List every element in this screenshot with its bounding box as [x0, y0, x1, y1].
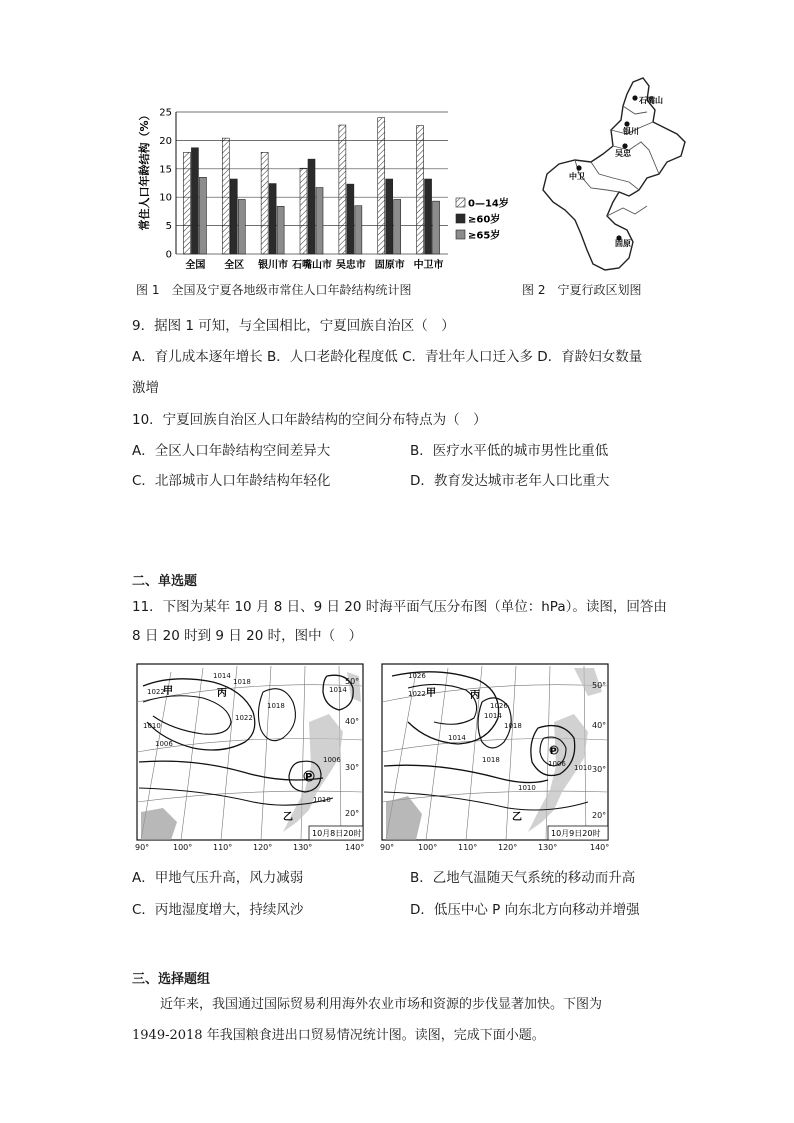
lat-label: 50°: [592, 681, 607, 690]
lat-label: 30°: [345, 763, 360, 772]
lon-label: 110°: [458, 843, 478, 852]
figure2-caption: 图 2 宁夏行政区划图: [522, 283, 642, 297]
section-3-heading: 三、选择题组: [132, 972, 211, 987]
q11-stem-line1: 11．下图为某年 10 月 8 日、9 日 20 时海平面气压分布图（单位：hPa）。读图，回答由: [132, 599, 667, 615]
isobar-label: 1014: [448, 734, 466, 742]
bar-age-60-plus: [308, 159, 315, 254]
legend-label: ≥65岁: [468, 230, 501, 242]
bar-age-65-plus: [394, 199, 401, 254]
wuzhong-dot: [622, 143, 627, 148]
q10-option-a: A．全区人口年龄结构空间差异大: [132, 443, 331, 459]
lon-label: 140°: [345, 843, 365, 852]
q10-option-c: C．北部城市人口年龄结构年轻化: [132, 473, 331, 489]
lat-label: 30°: [592, 765, 607, 774]
bar-age-60-plus: [191, 148, 198, 254]
bar-age-60-plus: [425, 179, 432, 254]
x-tick-label: 全国: [185, 260, 206, 271]
isobar-label: 1010: [518, 784, 536, 792]
map1-label-yi: 乙: [283, 812, 293, 823]
y-tick-label: 15: [159, 164, 172, 176]
isobar-label: 1022: [235, 714, 253, 722]
bar-age-0-14: [222, 138, 229, 254]
lon-label: 100°: [418, 843, 438, 852]
map2-date: 10月9日20时: [551, 829, 601, 838]
isobar-label: 1018: [233, 678, 251, 686]
lon-label: 90°: [380, 843, 395, 852]
bar-age-65-plus: [355, 206, 362, 254]
bar-age-0-14: [417, 126, 424, 254]
bar-age-65-plus: [316, 188, 323, 254]
q11-option-a: A．甲地气压升高，风力减弱: [132, 870, 304, 886]
isobar-label: 1026: [490, 702, 508, 710]
chart-ylabel: 常住人口年龄结构（%）: [138, 109, 151, 231]
lat-label: 20°: [592, 811, 607, 820]
isobar-label: 1018: [267, 702, 285, 710]
bar-age-60-plus: [386, 179, 393, 254]
legend-label: 0—14岁: [468, 198, 509, 210]
q11-stem-line2: 8 日 20 时到 9 日 20 时，图中（ ）: [132, 628, 363, 644]
chart-legend: [456, 197, 509, 242]
weather-map-oct8: [133, 662, 373, 852]
bar-age-65-plus: [277, 206, 284, 254]
isobar-label: 1006: [548, 760, 566, 768]
q10-stem: 10．宁夏回族自治区人口年龄结构的空间分布特点为（ ）: [132, 412, 487, 428]
bar-age-60-plus: [269, 184, 276, 254]
legend-swatch: [456, 198, 465, 207]
bar-age-0-14: [183, 152, 190, 254]
intro-line1: 近年来，我国通过国际贸易利用海外农业市场和资源的步伐显著加快。下图为: [160, 997, 603, 1012]
lat-label: 20°: [345, 809, 360, 818]
lon-label: 130°: [538, 843, 558, 852]
map1-lon-labels: [135, 843, 364, 852]
yinchuan-label: 银川: [623, 127, 639, 136]
y-tick-label: 5: [165, 221, 172, 233]
map1-label-p: P: [305, 772, 313, 783]
legend-label: ≥60岁: [468, 214, 501, 226]
bar-age-60-plus: [230, 179, 237, 254]
map2-label-yi: 乙: [512, 812, 522, 823]
isobar-label: 1010: [574, 764, 592, 772]
ningxia-administrative-map: [535, 70, 690, 275]
shizuishan-label: 石嘴山: [639, 96, 663, 105]
zhongwei-label: 中卫: [569, 172, 585, 181]
section-2-heading: 二、单选题: [132, 574, 198, 589]
bar-age-65-plus: [199, 177, 206, 254]
legend-swatch: [456, 214, 465, 223]
y-tick-label: 25: [159, 107, 172, 119]
bar-marks: [183, 118, 439, 254]
map2-lon-labels: [380, 843, 609, 852]
lon-label: 110°: [213, 843, 233, 852]
map1-date: 10月8日20时: [312, 829, 362, 838]
bar-age-65-plus: [433, 201, 440, 254]
map1-label-jia: 甲: [163, 686, 173, 697]
lon-label: 140°: [590, 843, 610, 852]
lat-label: 50°: [345, 677, 360, 686]
x-tick-label: 中卫市: [413, 260, 444, 271]
isobar-label: 1014: [213, 672, 231, 680]
y-tick-label: 0: [165, 249, 172, 261]
x-tick-label: 固原市: [374, 260, 405, 271]
map2-label-jia: 甲: [426, 688, 436, 699]
isobar-label: 1022: [408, 690, 426, 698]
q10-option-b: B．医疗水平低的城市男性比重低: [410, 443, 609, 459]
isobar-label: 1014: [484, 712, 502, 720]
isobar-label: 1014: [329, 686, 347, 694]
lon-label: 90°: [135, 843, 150, 852]
bar-age-0-14: [378, 118, 385, 254]
lon-label: 120°: [253, 843, 273, 852]
lat-label: 40°: [592, 721, 607, 730]
weather-map-oct9: [378, 662, 618, 852]
lon-label: 120°: [498, 843, 518, 852]
guyuan-label: 固原: [615, 239, 631, 248]
bar-age-0-14: [339, 125, 346, 254]
x-axis-labels: [185, 258, 443, 271]
isobar-label: 1010: [313, 796, 331, 804]
x-tick-label: 银川市: [258, 260, 289, 271]
isobar-label: 1006: [323, 756, 341, 764]
q9-stem: 9．据图 1 可知，与全国相比，宁夏回族自治区（ ）: [132, 318, 455, 334]
bar-age-0-14: [261, 152, 268, 254]
figure1-caption: 图 1 全国及宁夏各地级市常住人口年龄结构统计图: [136, 283, 412, 297]
bar-age-60-plus: [347, 184, 354, 254]
x-tick-label: 全区: [224, 260, 245, 271]
y-tick-label: 20: [159, 135, 172, 147]
bar-age-0-14: [300, 168, 307, 254]
wuzhong-label: 吴忠: [615, 149, 631, 158]
zhongwei-dot: [576, 165, 581, 170]
q9-options-line1: A．育儿成本逐年增长 B．人口老龄化程度低 C．青壮年人口迁入多 D．育龄妇女数量: [132, 349, 643, 365]
yinchuan-dot: [624, 121, 629, 126]
legend-swatch: [456, 230, 465, 239]
bar-age-65-plus: [238, 199, 245, 254]
age-structure-bar-chart: [130, 98, 509, 280]
lon-label: 130°: [293, 843, 313, 852]
map2-label-bing: 丙: [470, 690, 480, 701]
x-tick-label: 吴忠市: [335, 260, 366, 271]
lon-label: 100°: [173, 843, 193, 852]
q11-option-d: D．低压中心 P 向东北方向移动并增强: [410, 902, 640, 918]
intro-line2: 1949-2018 年我国粮食进出口贸易情况统计图。读图，完成下面小题。: [132, 1028, 545, 1043]
lat-label: 40°: [345, 717, 360, 726]
isobar-label: 1010: [143, 722, 161, 730]
isobar-label: 1018: [482, 756, 500, 764]
shizuishan-dot: [632, 95, 637, 100]
ningxia-outline: [543, 78, 685, 270]
isobar-label: 1022: [147, 688, 165, 696]
q9-options-line2: 激增: [132, 380, 159, 396]
x-tick-label: 石嘴山市: [292, 260, 332, 271]
isobar-label: 1026: [408, 672, 426, 680]
q11-option-b: B．乙地气温随天气系统的移动而升高: [410, 870, 636, 886]
map2-label-p: P: [550, 747, 557, 757]
isobar-label: 1018: [504, 722, 522, 730]
isobar-label: 1006: [155, 740, 173, 748]
y-tick-label: 10: [159, 192, 172, 204]
q11-option-c: C．丙地湿度增大，持续风沙: [132, 902, 304, 918]
map1-label-bing: 丙: [217, 688, 227, 699]
q10-option-d: D．教育发达城市老年人口比重大: [410, 473, 610, 489]
